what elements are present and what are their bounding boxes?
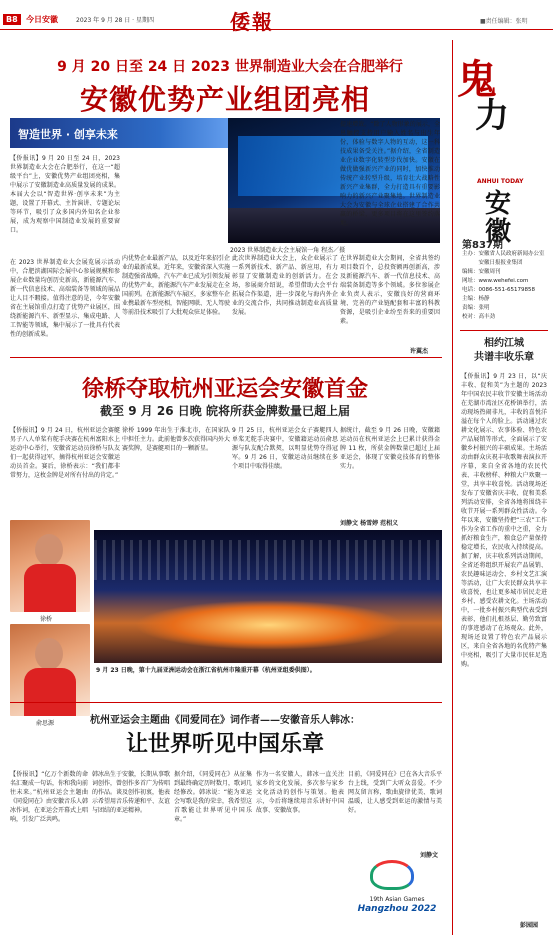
- story3-col3: 据介绍，《同爱同在》从征集到最终确定历时数月，歌词几经修改。韩冰说：“能为亚运会写歌是我的荣幸，我希望这首歌能让世界听见中国乐章。”: [174, 771, 252, 823]
- meta-line: 主办：安徽省人民政府新闻办公室: [462, 251, 545, 257]
- vertical-rule: [452, 40, 453, 935]
- story3-col5: 目前，《同爱同在》已在各大音乐平台上线，受到广大听众喜爱。不少网友留言称，歌曲旋律优美、歌词温暖，让人感受到亚运的激情与美好。: [348, 771, 442, 814]
- meta-line: 电话：0086-551-65179858: [462, 287, 535, 293]
- games-city: Hangzhou 2022: [357, 904, 437, 914]
- meta-line: 编辑：安徽周刊: [462, 269, 501, 275]
- stage-lights: [134, 600, 404, 650]
- responsible-editor: ■责任编辑：张明: [480, 18, 528, 25]
- logo-char: 鬼: [457, 56, 497, 103]
- games-emblem-icon: [370, 860, 414, 890]
- story3-headline: 让世界听见中国乐章: [125, 732, 324, 757]
- story1-byline: 许翼杰: [410, 348, 429, 355]
- section-name: 今日安徽: [26, 15, 58, 24]
- story2-headline: 徐桥夺取杭州亚运会安徽首金: [81, 377, 368, 402]
- logo-province: 安徽: [485, 189, 512, 247]
- meta-line: 网址：www.wehefei.com: [462, 278, 529, 284]
- story1-col4: 此次世界制造业大会上，众企业展示了一系列新技术、新产品、新应用，有力彰显了安徽制造业的创新活力。在会场，参展商介绍说，希望借助大会平台拓展合作渠道，进一步深化与海内外企业的交流合作，共同推动制造业高质量发展。: [232, 255, 338, 316]
- athlete-body: [24, 668, 76, 716]
- logo-english: ANHUI TODAY: [477, 178, 524, 185]
- story3-byline: 刘静文: [420, 852, 439, 859]
- story1-banner-photo: [10, 118, 260, 148]
- story2-col3: 9 月 25 日，杭州亚运会女子赛艇四人单桨无舵手决赛中，安徽籍运动员俞思源与队友配合默契，以明显优势夺得冠军。9 月 26 日，安徽运动员继续在多个项目中取得佳绩。: [232, 427, 338, 470]
- logo-sub: 力: [475, 96, 509, 136]
- meta-line: 主编：杨静: [462, 296, 490, 302]
- story2-subhead: 截至 9 月 26 日晚 皖将所获金牌数量已超上届: [100, 404, 350, 418]
- sidebar-title-line2: 共谱丰收乐章: [474, 352, 534, 363]
- story1-kicker: 9 月 20 日至 24 日 2023 世界制造业大会在合肥举行: [57, 59, 403, 75]
- banner-text: 智造世界 · 创享未来: [18, 128, 118, 141]
- story1-col1: 【侨报讯】9 月 20 日至 24 日，2023 世界制造业大会在合肥举行，在这一“超级平台”上，安徽优势产业组团亮相，集中展示了安徽制造业高质量发展的成果。本届大会以“智造世界·创享未来”为主题，设置了开幕式、主旨演讲、专题论坛等环节，吸引了众多国内外知名企业参展，成为观察中国制造业发展的重要窗口。: [10, 155, 120, 234]
- sidebar-title-line1: 相约江城: [484, 338, 524, 349]
- story2-col4: 据统计，截至 9 月 26 日晚，安徽籍运动员在杭州亚运会上已累计获得金牌 11 枚，所获金牌数量已超过上届亚运会，体现了安徽竞技体育的整体实力。: [340, 427, 440, 470]
- section-divider: [10, 357, 442, 358]
- story2-col1: 【侨报讯】9 月 24 日，杭州亚运会赛艇男子八人单桨有舵手决赛在杭州富阳水上运动中心举行，安徽省运动员徐桥与队友们一起获得冠军，摘得杭州亚运会安徽运动员首金。赛后，徐桥表示：“我们都非常努力，这枚金牌是对所有付出的肯定。”: [10, 427, 120, 479]
- story1-photo-caption: 2023 世界制造业大会主展馆一角 程杰／摄: [230, 247, 346, 254]
- sidebar-story-title: [461, 337, 547, 365]
- story3-col2: 韩冰出生于安徽，长期从事歌词创作，曾创作多首广为传唱的作品。谈及创作初衷，他表示希望用音乐传递和平、友谊与团结的亚运精神。: [92, 771, 170, 814]
- story1-col2: 在 2023 世界制造业大会展览展示活动中，合肥滨湖国际会展中心参展规模和参展企业数量均创历史新高，新能源汽车、新一代信息技术、高端装备等领域的展品让人目不暇接。值得注意的是，今年安徽省在主展馆重点打造了优势产业展区，围绕新能源汽车、新型显示、集成电路、人工智能等领域，集中展示了一批具有代表性的创新成果。: [10, 259, 120, 338]
- story1-col5: 提速增效。“除了人物形象的展示，全息触控支持用户输入姓名与出生年份，体验与数字人物的互动，这一科技成果备受关注。”据介绍，全省制造业企业数字化转型步伐加快。安徽在做优做强新兴产业的同时，加快推动传统产业转型升级，培育壮大战略性新兴产业集群，全力打造具有重要影响力的新兴产业聚集地。世界制造业大会为安徽与全球企业搭建了合作共赢的桥梁，更多项目将在这里签约落地。: [340, 121, 440, 227]
- story1-headline: 安徽优势产业组团亮相: [79, 83, 370, 116]
- opening-ceremony-photo: [94, 530, 442, 663]
- story1-col3: 内优势企业最新产品，以及近年来招引企业的最新成果。近年来，安徽省深入实施制造强省战略，汽车产业已成为引领发展的优势产业，新能源汽车产业发展走在全国前列。在新能源汽车展区，多家整车企业携最新车型亮相，智能网联、无人驾驶等前沿技术吸引了大批观众驻足体验。: [122, 255, 230, 316]
- story1-col6: 在世界制造业大会期间，全省共签约项目数百个，总投资额再创新高，涉及新能源汽车、新一代信息技术、高端装备制造等多个领域。多位参展企业负责人表示，安徽良好的营商环境、完善的产业链配套和丰富的科教资源，是吸引企业纷至沓来的重要因素。: [340, 255, 440, 325]
- story3-col1: 【侨报讯】“亿万个新数的命名汇聚成一句话，你和我向前往未来。”杭州亚运会主题曲《同爱同在》由安徽音乐人韩冰作词，在亚运会开幕式上唱响，引发广泛共鸣。: [10, 771, 88, 823]
- athlete1-caption: 徐桥: [40, 616, 53, 623]
- section-divider: [10, 702, 442, 703]
- sidebar-byline: 彭园园: [520, 922, 539, 929]
- sidebar-story-body: 【侨报讯】9 月 23 日，以“庆丰收、促和美”为主题的 2023 年中国农民丰收节安徽主场活动在芜湖市湾沚区花桥镇举行，活动现场热闹非凡，丰收的喜悦洋溢在每个人的脸上。活动通过农耕文化展示、农事体验、特色农产品展销等形式，全面展示了安徽乡村振兴的丰硕成果。主场活动由群众庆祝丰收歌舞表演拉开序幕，来自全省各地的农民代表、丰收榜样、种粮大户欢聚一堂，共享丰收喜悦。活动现场还发布了安徽省庆丰收、促和美系列活动安排，全省各地将围绕丰收节开展一系列群众性活动。今年以来，安徽坚持把“三农”工作作为全省工作的重中之重，全力抓好粮食生产，粮食总产量保持稳定增长，农民收入持续提高。据了解，庆丰收系列活动期间，全省还将组织开展农产品展销、农民趣味运动会、乡村文艺汇演等活动，让广大农民群众共享丰收喜悦，也让更多城市居民走进乡村、感受农耕文化。主场活动中，一批乡村振兴典型代表受到表彰，他们扎根基层、勤劳致富的事迹感动了在场观众。此外，现场还设置了特色农产品展示区，来自全省各地的名优特产集中亮相，吸引了大量市民驻足选购。: [461, 373, 547, 668]
- masthead-info: [462, 250, 550, 322]
- story3-col4: 作为一名安徽人，韩冰一直关注家乡的文化发展，多次参与家乡文化活动的创作与策划。他表示，今后将继续用音乐讲好中国故事、安徽故事。: [256, 771, 344, 814]
- masthead-logo: 倭報: [230, 10, 274, 34]
- stadium-stands: [94, 540, 442, 580]
- story2-col2: 徐桥 1999 年出生于淮北市，在国家队中担任主力。此前他曾多次获得国内外大赛奖牌，是赛艇项目的一颗新星。: [122, 427, 230, 452]
- story2-byline: 刘静文 杨雪婷 范相义: [340, 520, 399, 527]
- asian-games-logo: [352, 858, 442, 918]
- story2-photo-caption: 9 月 23 日晚，第十九届亚洲运动会在浙江省杭州市隆重开幕（杭州亚组委供图）。: [96, 667, 316, 674]
- sidebar-divider: [460, 330, 548, 331]
- games-name: 19th Asian Games: [369, 896, 425, 903]
- athlete-face: [35, 638, 63, 670]
- athlete2-caption: 俞思源: [36, 720, 55, 727]
- meta-line: 校对：高丰劲: [462, 314, 496, 320]
- page-header: [0, 0, 553, 34]
- story3-kicker: 杭州亚运会主题曲《同爱同在》词作者——安徽音乐人韩冰：: [90, 715, 360, 726]
- issue-date: 2023 年 9 月 28 日 · 星期四: [76, 17, 154, 24]
- meta-line: 责编：张明: [462, 305, 490, 311]
- athlete-face: [35, 534, 63, 566]
- athlete-photo-xu: [10, 520, 90, 612]
- page-number: B8: [3, 14, 21, 25]
- athlete-body: [24, 564, 76, 612]
- issue-number: 第837期: [462, 240, 503, 251]
- meta-line: 安徽日报报业集团: [462, 260, 523, 266]
